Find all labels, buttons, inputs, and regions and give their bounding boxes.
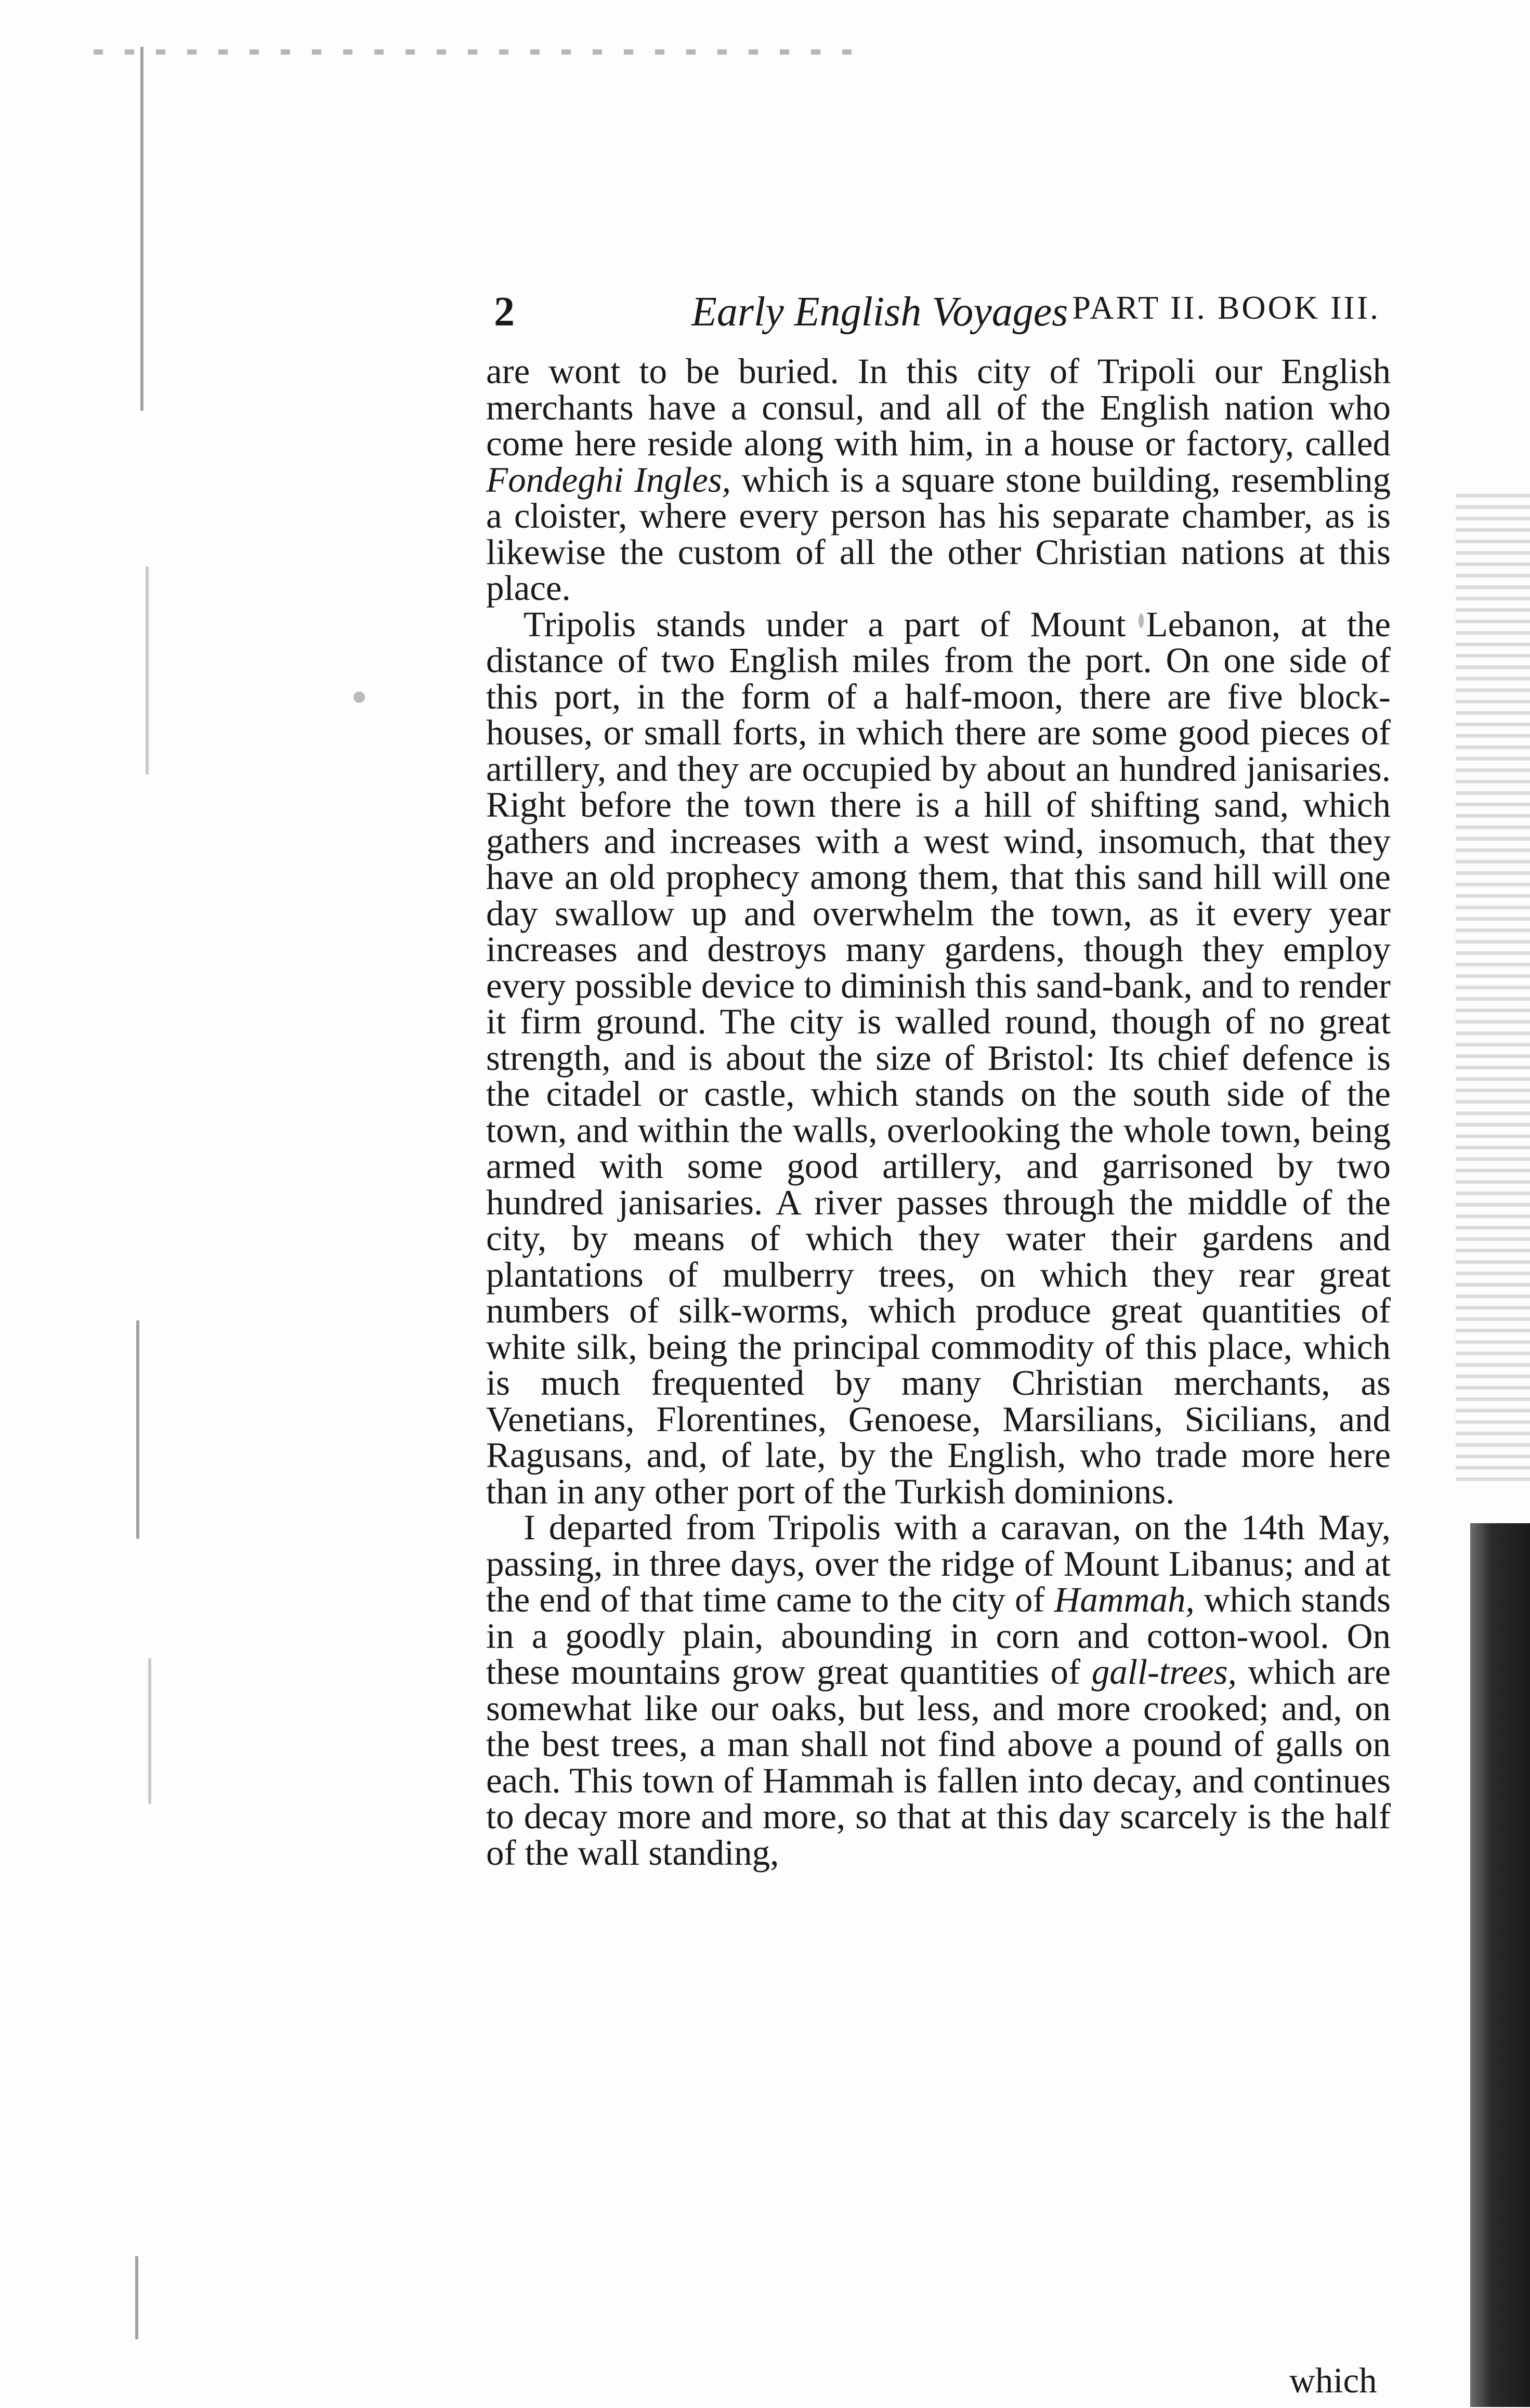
paragraph-text: Tripolis stands under a part of Mount Lebanon, at the distance of two English miles from the port. On one side of this port, in the form of a half-moon, there are five block-houses, or small forts, in which there are some good pieces of artillery, and they are occupied by about an hundred janisaries. Right before the town there is a hill of shifting sand, which gathers and increases with a west wind, insomuch, that they have an old prophecy among them, that this sand hill will one day swallow up and overwhelm the town, as it every year increases and destroys many gardens, though they employ every possible device to diminish this sand-bank, and to render it firm ground. The city is walled round, though of no great strength, and is about the size of Bristol: Its chief defence is the citadel or castle, which stands on the south side of the town, and within the walls, overlooking the whole town, being armed with some good artillery, and garrisoned by two hundred janisaries. A river passes through the middle of the city, by means of which they water their gardens and plantations of mulberry trees, on which they rear great numbers of silk-worms, which produce great quantities of white silk, being the principal commodity of this place, which is much frequented by many Christian merchants, as Venetians, Florentines, Genoese, Marsilians, Sicilians, and Ragusans, and, of late, by the English, who trade more here than in any other port of the Turkish dominions. <box>486 604 1391 1511</box>
paragraph <box>486 351 1391 608</box>
paragraph-text: I departed from Tripolis with a caravan, on the 14th May, passing, in three days, over the ridge of Mount Libanus; and at the end of that time came to the city of <box>486 1508 1391 1619</box>
italic-text: Hammah, <box>1054 1580 1195 1619</box>
paragraph-text: which are somewhat like our oaks, but less, and more crooked; and, on the best trees, a man shall not find above a pound of galls on each. This town of Hammah is fallen into decay, and continues to decay more and more, so that at this day scarcely is the half of the wall standing, <box>486 1652 1391 1873</box>
paragraph-text: are wont to be buried. In this city of Tripoli our English merchants have a consul, and all of the English nation who come here reside along with him, in a house or factory, called <box>486 351 1391 463</box>
catchword: which <box>1289 2361 1377 2400</box>
running-head <box>494 289 1380 346</box>
running-section: PART II. BOOK III. <box>1072 289 1380 326</box>
scan-right-texture <box>1456 494 1530 1482</box>
scan-streak <box>135 2256 138 2339</box>
scan-streak <box>136 1320 139 1539</box>
paragraph <box>486 1510 1391 1871</box>
scan-streak <box>140 47 143 411</box>
scan-streak <box>148 1658 151 1804</box>
italic-text: gall-trees, <box>1091 1652 1237 1692</box>
paragraph <box>486 604 1391 1511</box>
running-title: Early English Voyages <box>691 289 1068 335</box>
paragraph-text: which stands in a goodly plain, abounding in corn and cotton-wool. On these mountains grow great quantities of <box>486 1580 1391 1692</box>
scan-right-edge <box>1470 1523 1530 2407</box>
scan-top-edge <box>94 49 873 55</box>
page-number: 2 <box>494 289 515 335</box>
scan-binding-edge <box>130 47 161 2334</box>
italic-text: Fondeghi Ingles, <box>486 460 731 500</box>
scan-speck <box>354 691 365 703</box>
paragraph-text: which is a square stone building, resembling a cloister, where every person has his separate chamber, as is likewise the custom of all the other Christian nations at this place. <box>486 460 1391 608</box>
body-text <box>486 351 1391 1873</box>
scan-streak <box>146 567 149 775</box>
